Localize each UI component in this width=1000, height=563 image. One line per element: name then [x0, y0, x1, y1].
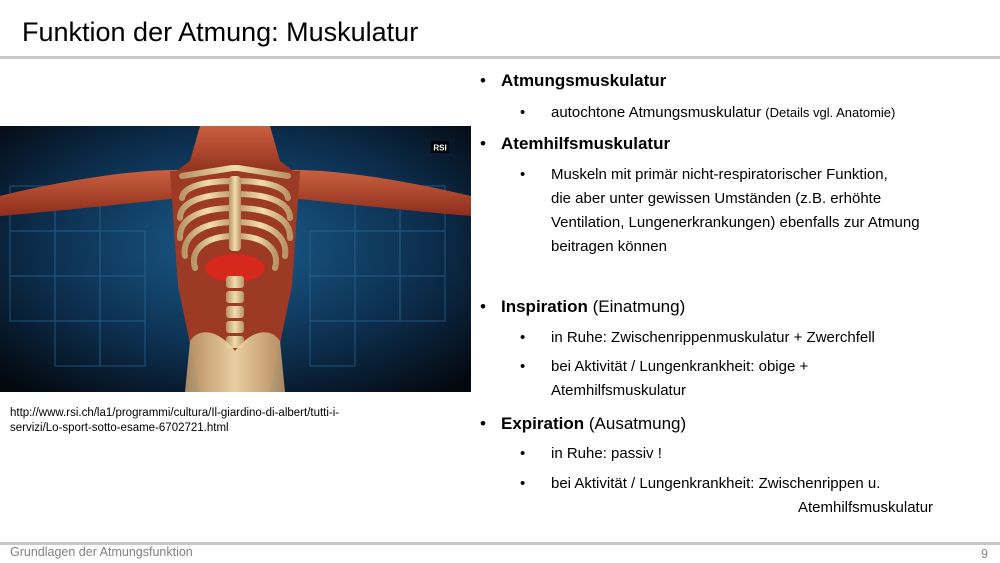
sub-bullet-expiration-continuation — [798, 496, 933, 520]
caption-link-line2[interactable]: servizi/Lo-sport-sotto-esame-6702721.html — [10, 422, 229, 434]
bullet-dot: • — [480, 414, 486, 433]
sub-bullet-text: autochtone Atmungsmuskulatur — [551, 104, 762, 121]
sub-bullet-text: bei Aktivität / Lungenkrankheit: Zwischenrippen u. — [551, 475, 881, 492]
footer-title: Grundlagen der Atmungsfunktion — [10, 545, 193, 559]
sub-bullet-text: Atemhilfsmuskulatur — [798, 499, 934, 516]
sub-bullet-text: Atemhilfsmuskulatur — [551, 382, 687, 399]
sub-bullet-text: bei Aktivität / Lungenkrankheit: obige + — [551, 358, 809, 375]
caption-link-line1[interactable]: http://www.rsi.ch/la1/programmi/cultura/Il-giardino-di-albert/tutti-i- — [10, 407, 340, 419]
sub-bullet-dot: • — [520, 104, 526, 121]
description-line: Ventilation, Lungenerkrankungen) ebenfalls zur Atmung — [551, 214, 920, 231]
sub-bullet-text: in Ruhe: passiv ! — [551, 445, 662, 462]
sub-bullet-dot: • — [520, 166, 526, 183]
sub-bullet-dot: • — [520, 475, 526, 492]
image-caption[interactable] — [10, 406, 410, 436]
rsi-logo: RSI — [433, 143, 447, 153]
description-line: beitragen können — [551, 238, 667, 255]
bullet-heading-note: (Einatmung) — [592, 297, 686, 316]
description-line: die aber unter gewissen Umständen (z.B. erhöhte — [551, 190, 882, 207]
slide-title: Funktion der Atmung: Muskulatur — [22, 17, 419, 47]
sub-bullet-text: in Ruhe: Zwischenrippenmuskulatur + Zwerchfell — [551, 329, 875, 346]
sub-bullet-dot: • — [520, 329, 526, 346]
bullet-dot: • — [480, 71, 486, 90]
bullet-heading: Inspiration — [501, 297, 588, 316]
sub-bullet-dot: • — [520, 445, 526, 462]
page-number: 9 — [981, 547, 988, 561]
anatomy-image — [0, 126, 471, 392]
bullet-heading: Atmungsmuskulatur — [501, 71, 667, 90]
title-divider — [0, 56, 1000, 59]
bullet-heading: Atemhilfsmuskulatur — [501, 134, 671, 153]
sub-bullet-note: (Details vgl. Anatomie) — [765, 105, 896, 120]
description-line: Muskeln mit primär nicht-respiratorischer Funktion, — [551, 166, 888, 183]
bullet-dot: • — [480, 134, 486, 153]
bullet-dot: • — [480, 297, 486, 316]
sub-bullet-dot: • — [520, 358, 526, 375]
bullet-heading: Expiration — [501, 414, 585, 433]
bullet-heading-note: (Ausatmung) — [588, 414, 687, 433]
